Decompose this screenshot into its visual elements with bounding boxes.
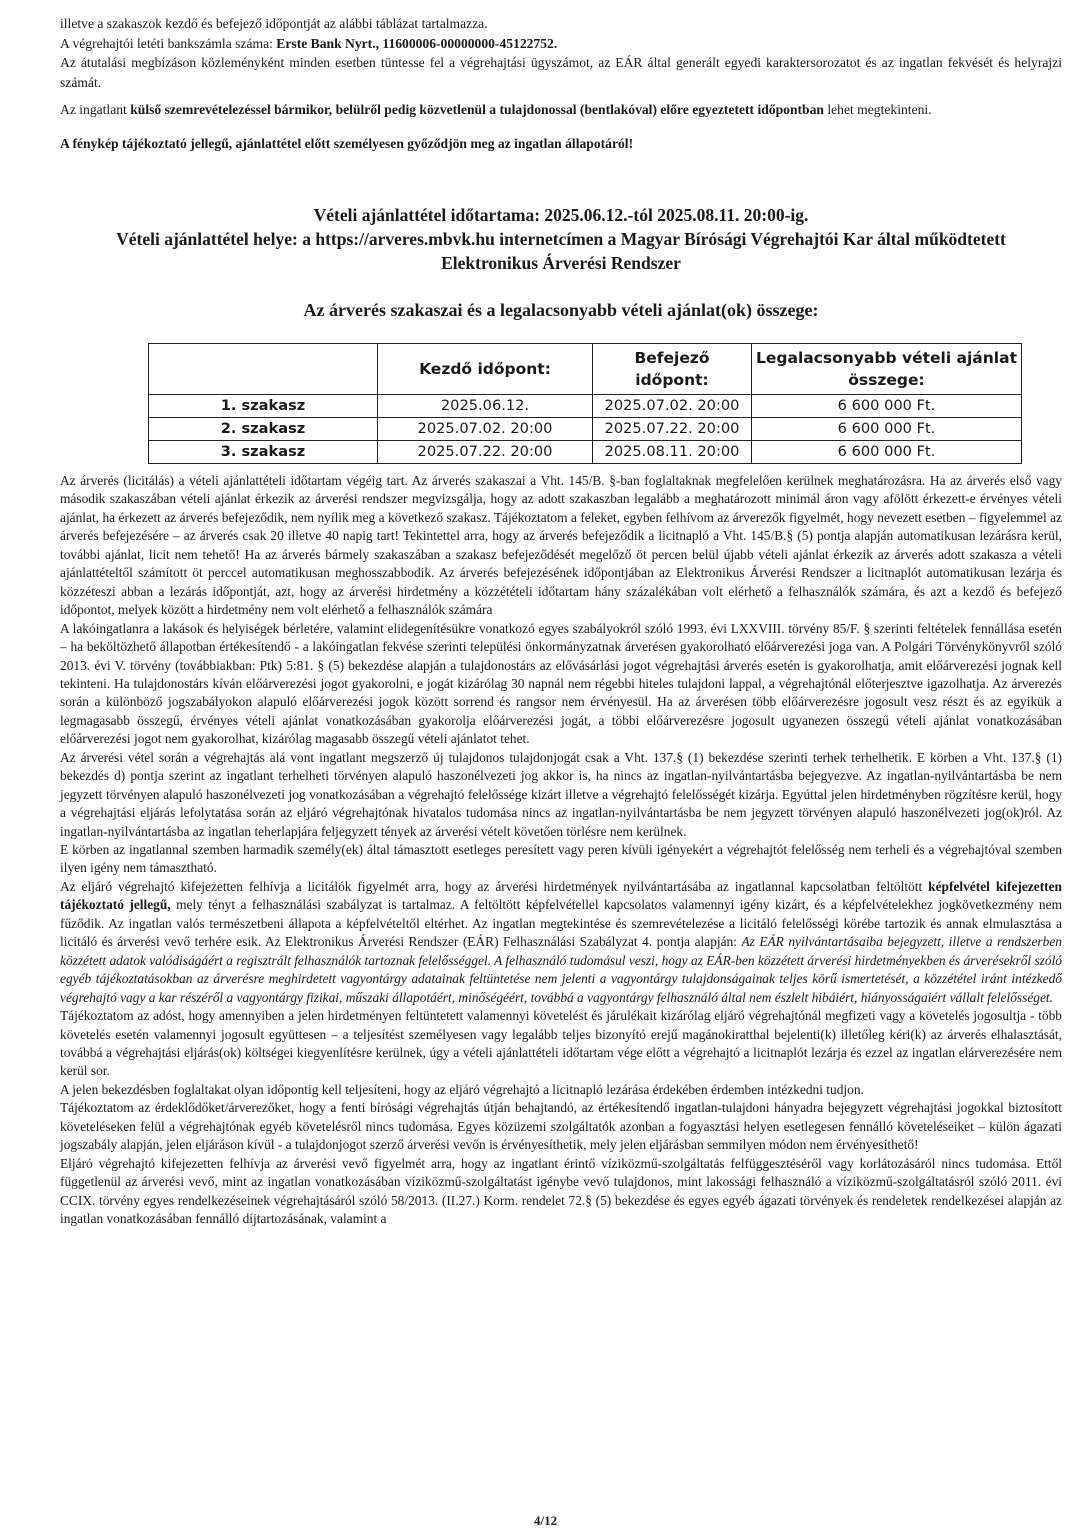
bank-account-number: Erste Bank Nyrt., 11600006-00000000-45122752. [276, 35, 558, 51]
paragraph-deadline: A jelen bekezdésben foglaltakat olyan időpontig kell teljesíteni, hogy az eljáró végrehajtó a licitnapló lezárása érdekében érdemben intézkedni tudjon. [60, 1081, 864, 1097]
paragraph-third-party-claims: E körben az ingatlannal szemben harmadik személy(ek) által támasztott esetleges peresített vagy peren kívüli igényekért a végrehajtót felelősség nem terheli és a végrehajtóval szemben ilyen igény nem támasztható. [60, 842, 1062, 876]
paragraph-other-claims: Tájékoztatom az érdeklődőket/árverezőket, hogy a fenti bírósági végrehajtás útján behajtandó, az értékesítendő ingatlan-tulajdoni hányadra bejegyzett végrehajtási jogokkal biztosított követeléseken felül a végrehajtónak egyéb követelésről nincs tudomása. Egyes közüzemi szolgáltatók azonban a fogyasztási helyen esetlegesen fennálló követeléseiket – külön ágazati jogszabály alapján, jelen eljáráson kívül - a tulajdonjogot szerző árverési vevőn is érvényesíthetik, mely jelen eljárásban semmilyen módon nem érvényesíthető! [60, 1100, 1062, 1153]
header-start: Kezdő időpont: [378, 343, 593, 394]
table-row [149, 440, 1022, 463]
stage-cell: 1. szakasz [149, 394, 378, 417]
stage-cell: 3. szakasz [149, 440, 378, 463]
viewing-info: Az ingatlant külső szemrevételezéssel bármikor, belülről pedig közvetlenül a tulajdonossal (bentlakóval) előre egyeztetett időpontban lehet megtekinteni. [60, 102, 932, 118]
page-number: 4/12 [534, 1513, 558, 1528]
paragraph-auction-stages: Az árverés (licitálás) a vételi ajánlattételi időtartam végéig tart. Az árverés szakaszai a Vht. 145/B. §-ban foglaltaknak megfelelően kerülnek meghatározásra. Ha az árverés első vagy második szakaszában vételi ajánlat érkezik az árverési rendszer megvizsgálja, hogy az adott szakaszban legalább a meghatározott minimál áron vagy afölött érkezett-e érvényes vételi ajánlat, ha érkezett az árverés befejeződik, nem nyílik meg a következő szakasz. Tájékoztatom a feleket, egyben felhívom az árverezők figyelmét, hogy nevezett esetben – figyelemmel az árverés befejezésére – az árverés csak 20 illetve 40 napig tart! Tekintettel arra, hogy az árverés befejeződik a licitnapló a Vht. 145/B.§ (5) pontja alapján automatikusan lezárásra kerül, további ajánlat, licit nem tehető! Ha az árverés bármely szakaszában a szakasz befejeződését megelőző öt percen belül újabb vételi ajánlat érkezik az árverés adott szakasza a vételi ajánlattételtől számított öt perccel automatikusan meghosszabbodik. Az árverés befejezésének időpontjában az Elektronikus Árverési Rendszer a licitnaplót automatikusan lezárja és közzéteszi abban a lezárás időpontját, azt, hogy az árverési hirdetmény a közzétételi időtartam hány százalékában volt elérhető a felhasználók számára, és azt a kezdő és befejező időpontot, melyek között a hirdetmény nem volt elérhető a felhasználók számára [60, 472, 1062, 618]
start-cell: 2025.06.12. [378, 394, 593, 417]
paragraph-water-utility: Eljáró végrehajtó kifejezetten felhívja az árverési vevő figyelmét arra, hogy az ingatlant érintő víziközmű-szolgáltatás felfüggesztéséről vagy korlátozásáról nincs tudomása. Ettől függetlenül az árverési vevő, mint az ingatlan vonatkozásában víziközmű-szolgáltatást igénybe vevő tulajdonos, mint lakossági felhasználó a víziközmű-szolgáltatásról szóló 2011. évi CCIX. törvény egyes rendelkezéseinek végrehajtásáról szóló 58/2013. (II.27.) Korm. rendelet 72.§ (5) bekezdése és egyes egyéb ágazati törvények és rendeletek rendelkezései alapján az ingatlan vonatkozásában fennálló díjtartozásának, valamint a [60, 1155, 1062, 1227]
bank-account-line: A végrehajtói letéti bankszámla száma: Erste Bank Nyrt., 11600006-00000000-45122752. [60, 35, 558, 51]
table-heading: Az árverés szakaszai és a legalacsonyabb vételi ajánlat(ok) összege: [303, 299, 819, 320]
table-row [149, 417, 1022, 440]
paragraph-photo-disclaimer: Az eljáró végrehajtó kifejezetten felhívja a licitálók figyelmét arra, hogy az árverési hirdetmények nyilvántartásába az ingatlannal kapcsolatban feltöltött képfelvétel kifejezetten tájékoztató jellegű, mely tényt a felhasználási szabályzat is tartalmaz. A feltöltött képfelvétellel kapcsolatos valamennyi igény kizárt, és a képfelvételekhez jogkövetkezmény nem fűződik. Az ingatlan valós természetbeni állapota a képfelvételtől eltérhet. Az ingatlan megtekintése és szemrevételezése a licitáló felelősségi körébe tartozik és annak elmulasztása a licitáló és árverési vevő terhére esik. Az Elektronikus Árverési Rendszer (EÁR) Felhasználási Szabályzat 4. pontja alapján: Az EÁR nyilvántartásaiba bejegyzett, illetve a rendszerben közzétett adatok valódiságáért a regisztrált felhasználók tartoznak felelősséggel. A felhasználó tudomásul veszi, hogy az EÁR-ben közzétett árverési hirdetményekben és árverésekről szóló egyéb tájékoztatásokban az árverésre meghirdetett vagyontárgy adatainak feltüntetése nem jelenti a vagyontárgy tulajdonságainak teljes körű ismertetését, a közzététel iránt intézkedő végrehajtó vagy a kar részéről a vagyontárgy fizikai, műszaki állapotáért, minőségéért, továbbá a vagyontárgy felhasználó által nem észlelt hibáiért, hiányosságaiért vállalt felelősséget. [60, 878, 1062, 1005]
photo-notice: A fénykép tájékoztató jellegű, ajánlattétel előtt személyesen győződjön meg az ingatlan állapotáról! [60, 135, 634, 151]
start-cell: 2025.07.02. 20:00 [378, 417, 593, 440]
start-cell: 2025.07.22. 20:00 [378, 440, 593, 463]
header-empty [149, 343, 378, 394]
stage-cell: 2. szakasz [149, 417, 378, 440]
offer-place: Vételi ajánlattétel helye: a https://arveres.mbvk.hu internetcímen a Magyar Bírósági Végrehajtói Kar által működtetett Elektronikus Árverési Rendszer [116, 228, 1006, 273]
paragraph-debtor-notice: Tájékoztatom az adóst, hogy amennyiben a jelen hirdetményen feltüntetett valamennyi követelést és járulékait kizárólag eljáró végrehajtónál megfizeti vagy a követelés jogosultja - több követelés esetén valamennyi jogosult együttesen – a teljesítést személyesen vagy legalább teljes bizonyító erejű magánokiratthal bejelenti(k) illetőleg kéri(k) az árverés elhalasztását, továbbá a végrehajtási eljárás(ok) költségei kiegyenlítésre kerülnek, úgy a vételi ajánlattételi időtartam vége előtt a végrehajtó a licitnaplót lezárja és ezzel az ingatlan elárverezésére nem kerül sor. [60, 1008, 1062, 1079]
intro-line: illetve a szakaszok kezdő és befejező időpontját az alábbi táblázat tartalmazza. [60, 16, 488, 31]
table-row [149, 394, 1022, 417]
end-cell: 2025.07.22. 20:00 [593, 417, 752, 440]
end-cell: 2025.07.02. 20:00 [593, 394, 752, 417]
paragraph-encumbrances: Az árverési vétel során a végrehajtás alá vont ingatlant megszerző új tulajdonos tulajdonjogát csak a Vht. 137.§ (1) bekezdése szerinti terhek terhelhetik. E körben a Vht. 137.§ (1) bekezdés d) pontja szerint az ingatlant terhelheti törvényen alapuló haszonélvezeti jog akkor is, ha nincs az ingatlan-nyilvántartásba bejegyezve. Az ingatlan-nyilvántartásba be nem jegyzett törvényen alapuló haszonélvezeti jog vonatkozásában a végrehajtó felelőssége kizárt illetve a végrehajtó felelősségét kizárja. Egyúttal jelen hirdetményben rögzítésre kerül, hogy a végrehajtási eljárás lefolytatása során az eljáró végrehajtónak hivatalos tudomása nincs az ingatlan-nyilvántartásba be nem jegyzett törvényen alapuló haszonélvezeti jog(ok)ról. Az ingatlan-nyilvántartásba az ingatlan teherlapjára feljegyzett tények az árverési vételt követően törlésre nem kerülnek. [60, 749, 1062, 839]
end-cell: 2025.08.11. 20:00 [593, 440, 752, 463]
header-end: Befejező időpont: [593, 343, 752, 394]
amount-cell: 6 600 000 Ft. [752, 394, 1022, 417]
header-amount: Legalacsonyabb vételi ajánlat összege: [752, 343, 1022, 394]
table-header-row [149, 343, 1022, 394]
amount-cell: 6 600 000 Ft. [752, 417, 1022, 440]
amount-cell: 6 600 000 Ft. [752, 440, 1022, 463]
body-text [60, 472, 1062, 1229]
paragraph-pre-emption: A lakóingatlanra a lakások és helyiségek bérletére, valamint elidegenítésükre vonatkozó egyes szabályokról szóló 1993. évi LXXVIII. törvény 85/F. § szerinti feltételek fennállása esetén – ha beköltözhető állapotban értékesítendő - a lakóingatlan fekvése szerinti települési önkormányzatnak árverésen gyakorolható előárverezési joga van. A Polgári Törvénykönyvről szóló 2013. évi V. törvény (továbbiakban: Ptk) 5:81. § (5) bekezdése alapján a tulajdonostárs az elővásárlási jogot végrehajtási árverés esetén is gyakorolhatja, amit előárverezési jognak kell tekinteni. Ha tulajdonostárs kíván előárverezési jogot gyakorolni, e jogát kizárólag 30 napnál nem régebbi hiteles tulajdoni lappal, a végrehajtónál előterjesztve igazolhatja. Az árverezés során a különböző jogszabályokon alapuló előárverezési jogok között sorrend és rangsor nem érvényesül. Ha az árverésen több előárverezésre jogosult vesz részt és az egyikük a legmagasabb összegű, érvényes vételi ajánlat vonatkozásában gyakorolja előárverezési jogát, a többi előárverezésre jogosult ugyanezen összegű vételi ajánlat vonatkozásában előárverezési jogot nem gyakorolhat, kizárólag magasabb összegű vételi ajánlatot tehet. [60, 620, 1062, 747]
auction-stages-table [148, 343, 1022, 464]
transfer-instructions: Az átutalási megbízáson közleményként minden esetben tüntesse fel a végrehajtási ügyszámot, az EÁR által generált egyedi karaktersorozatot és az ingatlan fekvését és helyrajzi számát. [60, 55, 1062, 90]
offer-period: Vételi ajánlattétel időtartama: 2025.06.12.-tól 2025.08.11. 20:00-ig. [313, 204, 809, 225]
document-page [60, 14, 1062, 1229]
